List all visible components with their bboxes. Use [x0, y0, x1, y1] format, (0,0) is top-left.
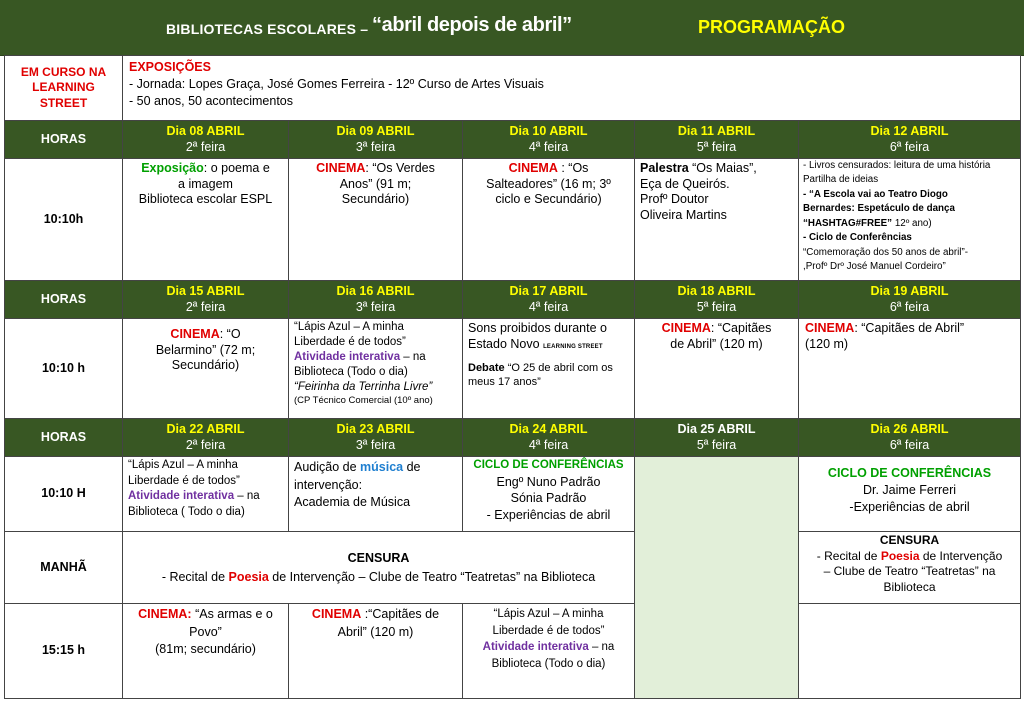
event-type: CINEMA [311, 607, 362, 621]
event-text: Liberdade é de todos” [294, 335, 406, 348]
event-text: Estado Novo [468, 336, 540, 351]
day-date: Dia 09 ABRIL [336, 123, 415, 138]
event-text: :“Capitães de [361, 607, 440, 621]
event-text: – na [588, 641, 615, 654]
event-text: - Recital de [161, 569, 229, 584]
time-slot: 10:10 H [5, 457, 123, 532]
horas-label: HORAS [5, 121, 123, 159]
event-text: intervenção: [294, 477, 363, 492]
event-cell [799, 319, 1021, 419]
time-slot: 10:10h [5, 159, 123, 281]
event-text: : “Os Verdes [365, 161, 435, 175]
week3-events-row [5, 457, 1021, 532]
event-type: CICLO DE CONFERÊNCIAS [473, 459, 624, 471]
current-label-line: EM CURSO NA [20, 64, 107, 79]
event-text: Liberdade é de todos” [492, 624, 605, 637]
event-text: Academia de Música [294, 495, 411, 509]
poetry-label: Poesia [228, 569, 269, 584]
event-text: : “Capitães [710, 321, 772, 335]
day-date: Dia 19 ABRIL [870, 283, 949, 298]
time-slot: 10:10 h [5, 319, 123, 419]
event-type: CENSURA [347, 551, 410, 566]
activity-label: Atividade interativa [128, 490, 235, 503]
event-type: CINEMA [661, 321, 711, 335]
event-text: ,Profº Drº José Manuel Cordeiro” [803, 261, 946, 273]
event-cell [463, 457, 635, 532]
event-text: (120 m) [805, 336, 849, 351]
event-text: : “O [219, 327, 241, 341]
title-quote: “abril depois de abril” [372, 14, 572, 36]
time-slot: MANHÃ [5, 532, 123, 604]
event-text: Belarmino” (72 m; [155, 342, 256, 357]
holiday-cell [635, 457, 799, 699]
event-cell [123, 319, 289, 419]
day-header [463, 419, 635, 457]
event-text: “As armas e o [191, 607, 273, 621]
event-type: CINEMA [805, 321, 855, 335]
day-weekday: 5ª feira [696, 437, 737, 452]
exhibitions-title: EXPOSIÇÕES [129, 60, 211, 74]
event-text: meus 17 anos” [468, 376, 541, 388]
event-text: “HASHTAG#FREE” [803, 217, 893, 229]
event-text: Anos” (91 m; [339, 176, 412, 191]
week2-events-row [5, 319, 1021, 419]
day-header [289, 121, 463, 159]
week3-header-row [5, 419, 1021, 457]
event-cell [123, 604, 289, 699]
empty-cell [799, 604, 1021, 699]
current-label [5, 56, 123, 121]
current-row [5, 56, 1021, 121]
event-text: “Lápis Azul – A minha [128, 459, 238, 471]
event-cell [123, 457, 289, 532]
day-weekday: 4ª feira [528, 299, 569, 314]
day-date: Dia 16 ABRIL [336, 283, 415, 298]
day-date: Dia 11 ABRIL [677, 123, 756, 138]
day-header [123, 121, 289, 159]
event-text: - Ciclo de Conferências [803, 232, 912, 244]
day-weekday: 4ª feira [528, 139, 569, 154]
week1-header-row [5, 121, 1021, 159]
event-text: Povo” [189, 624, 222, 639]
event-text: Eça de Queirós. [640, 176, 730, 191]
activity-label: Atividade interativa [294, 350, 401, 363]
event-text: Liberdade é de todos” [128, 474, 240, 487]
event-type: CENSURA [879, 533, 940, 547]
event-type: CINEMA [170, 327, 220, 341]
current-label-line: LEARNING [32, 80, 95, 95]
day-header [799, 121, 1021, 159]
event-cell [123, 159, 289, 281]
day-header [635, 121, 799, 159]
event-text: “Feirinha da Terrinha Livre” [294, 380, 433, 393]
event-text: a imagem [178, 176, 233, 191]
day-date: Dia 12 ABRIL [870, 123, 949, 138]
day-date: Dia 22 ABRIL [166, 421, 245, 436]
event-text: – na [400, 350, 426, 363]
event-text: (81m; secundário) [155, 642, 256, 656]
event-text: Oliveira Martins [640, 207, 727, 222]
event-text: Abril” (120 m) [337, 624, 414, 639]
title-left: BIBLIOTECAS ESCOLARES – [166, 21, 369, 37]
event-cell [123, 532, 635, 604]
event-text: “Os Maias”, [688, 161, 757, 175]
schedule-table [4, 55, 1021, 699]
horas-label: HORAS [5, 281, 123, 319]
day-weekday: 3ª feira [355, 299, 396, 314]
event-cell [799, 159, 1021, 281]
current-label-line: STREET [39, 95, 88, 110]
day-header [463, 281, 635, 319]
day-date: Dia 10 ABRIL [509, 123, 588, 138]
day-header [463, 121, 635, 159]
exhibitions-cell [123, 56, 1021, 121]
day-weekday: 6ª feira [889, 299, 930, 314]
horas-label: HORAS [5, 419, 123, 457]
event-text: Sónia Padrão [510, 491, 587, 506]
day-header [289, 419, 463, 457]
event-text: Biblioteca (Todo o dia) [294, 365, 408, 378]
event-cell [463, 319, 635, 419]
learning-street-tag: LEARNING STREET [543, 343, 603, 350]
event-text: “Lápis Azul – A minha [294, 321, 404, 333]
event-type: CINEMA [508, 161, 558, 175]
event-cell [635, 159, 799, 281]
day-header [635, 281, 799, 319]
day-header [799, 419, 1021, 457]
day-date: Dia 24 ABRIL [509, 421, 588, 436]
day-header [289, 281, 463, 319]
event-type: CICLO DE CONFERÊNCIAS [827, 466, 992, 480]
week2-header-row [5, 281, 1021, 319]
day-date: Dia 18 ABRIL [677, 283, 756, 298]
event-text: – Clube de Teatro “Teatretas” na [823, 564, 996, 579]
day-weekday: 2ª feira [185, 437, 226, 452]
day-header [123, 419, 289, 457]
event-text: Sons proibidos durante o [468, 321, 607, 335]
event-text: -Experiências de abril [849, 499, 970, 514]
event-text: - Recital de [816, 548, 881, 563]
event-text: Biblioteca [883, 579, 936, 594]
event-text: Engº Nuno Padrão [496, 474, 601, 489]
day-date: Dia 17 ABRIL [509, 283, 588, 298]
event-text: Audição de [294, 460, 361, 474]
day-date: Dia 25 ABRIL [677, 421, 756, 436]
week1-events-row [5, 159, 1021, 281]
day-date: Dia 15 ABRIL [166, 283, 245, 298]
event-text: Salteadores” (16 m; 3º [486, 176, 611, 191]
event-cell [289, 319, 463, 419]
title-bar [0, 0, 1024, 56]
manha-row [5, 532, 1021, 604]
event-text: : “Os [557, 161, 589, 175]
day-header [635, 419, 799, 457]
afternoon-row [5, 604, 1021, 699]
event-text: : o poema e [203, 161, 270, 175]
day-date: Dia 08 ABRIL [166, 123, 245, 138]
event-text: 12º ano) [892, 217, 932, 229]
event-text: Profº Doutor [640, 192, 709, 207]
day-weekday: 2ª feira [185, 299, 226, 314]
event-text: Secundário) [171, 358, 240, 373]
event-type: Debate [468, 362, 505, 375]
event-type: Exposição [141, 161, 204, 175]
event-text: - Livros censurados: leitura de uma história [803, 160, 991, 171]
day-weekday: 6ª feira [889, 437, 930, 452]
event-text: de Abril” (120 m) [670, 336, 763, 351]
activity-label: Atividade interativa [482, 641, 589, 654]
event-cell [799, 532, 1021, 604]
event-text: “Lápis Azul – A minha [493, 608, 604, 620]
event-text: Secundário) [341, 192, 410, 207]
event-text: Biblioteca escolar ESPL [138, 192, 273, 207]
event-cell [289, 604, 463, 699]
event-text: Partilha de ideias [803, 174, 879, 186]
event-text: “Comemoração dos 50 anos de abril”- [803, 246, 968, 258]
day-weekday: 5ª feira [696, 299, 737, 314]
event-text: (CP Técnico Comercial (10º ano) [294, 394, 433, 406]
event-cell [799, 457, 1021, 532]
event-text: - “A Escola vai ao Teatro Diogo [803, 188, 948, 200]
spacer [468, 352, 629, 362]
event-cell [463, 159, 635, 281]
day-date: Dia 26 ABRIL [870, 421, 949, 436]
event-text: ciclo e Secundário) [495, 192, 602, 207]
event-text: Dr. Jaime Ferreri [862, 482, 957, 497]
day-weekday: 3ª feira [355, 437, 396, 452]
event-text: Biblioteca ( Todo o dia) [128, 505, 245, 518]
event-type: CINEMA: [138, 607, 192, 621]
event-text: Biblioteca (Todo o dia) [491, 658, 606, 671]
event-text: de Intervenção – Clube de Teatro “Teatretas” na Biblioteca [268, 569, 596, 584]
exhibition-line: - 50 anos, 50 acontecimentos [129, 93, 293, 108]
event-text: – na [234, 490, 260, 503]
event-text: - Experiências de abril [486, 508, 611, 523]
day-weekday: 4ª feira [528, 437, 569, 452]
event-type: Palestra [640, 161, 689, 175]
time-slot: 15:15 h [5, 604, 123, 699]
event-text: de Intervenção [919, 548, 1003, 563]
day-date: Dia 23 ABRIL [336, 421, 415, 436]
day-weekday: 3ª feira [355, 139, 396, 154]
day-weekday: 5ª feira [696, 139, 737, 154]
day-header [799, 281, 1021, 319]
event-cell [463, 604, 635, 699]
exhibition-line: - Jornada: Lopes Graça, José Gomes Ferreira - 12º Curso de Artes Visuais [129, 76, 544, 91]
day-header [123, 281, 289, 319]
event-text: : “Capitães de Abril” [854, 321, 965, 335]
title-programacao: PROGRAMAÇÃO [698, 17, 845, 37]
event-cell [289, 457, 463, 532]
event-cell [635, 319, 799, 419]
event-text: Bernardes: Espetáculo de dança [803, 203, 955, 215]
poetry-label: Poesia [880, 548, 920, 563]
day-weekday: 2ª feira [185, 139, 226, 154]
event-type: CINEMA [316, 161, 366, 175]
event-text: de [403, 460, 421, 474]
day-weekday: 6ª feira [889, 139, 930, 154]
music-label: música [360, 460, 404, 474]
event-text: “O 25 de abril com os [504, 362, 613, 375]
event-cell [289, 159, 463, 281]
